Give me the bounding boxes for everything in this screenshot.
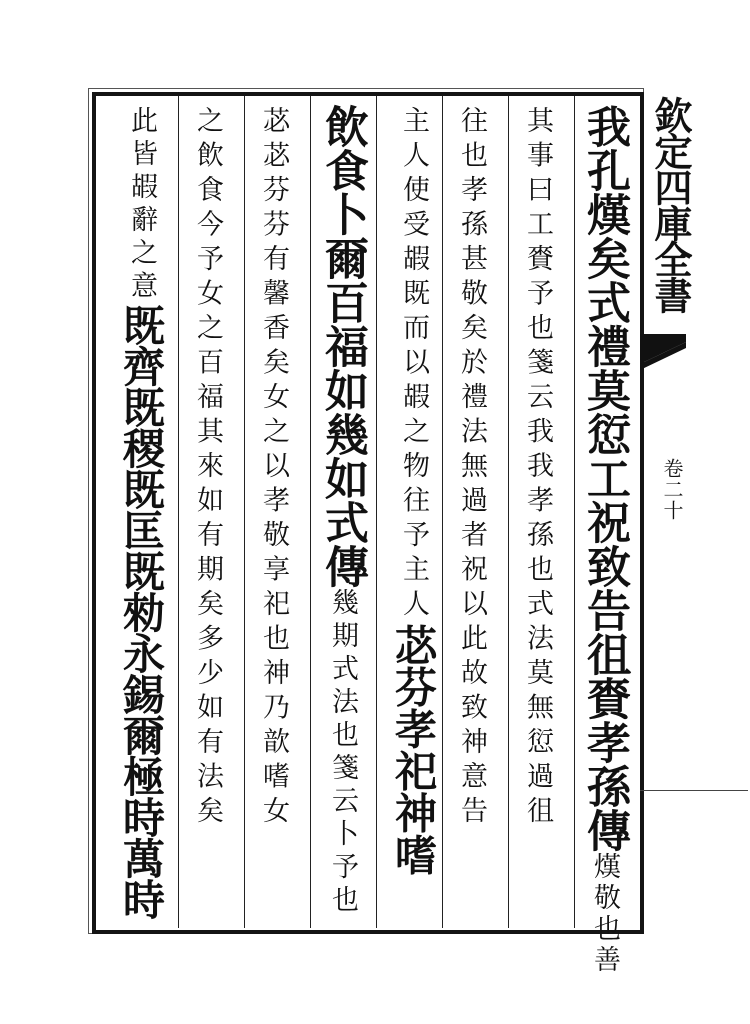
column-rule (178, 96, 179, 928)
main-text: 飲食卜爾百福如幾如式傳 (317, 104, 368, 588)
commentary-text: 主人使受嘏既而以嘏之物往予主人 (398, 106, 429, 624)
main-text: 苾芬孝祀神嗜 (389, 623, 438, 876)
book-title: 欽定四庫全書 (648, 96, 693, 312)
margin-rule (640, 790, 748, 791)
text-column-8 (116, 106, 166, 924)
column-rule (244, 96, 245, 928)
column-rule (508, 96, 509, 928)
text-column-2 (520, 106, 554, 924)
main-text: 我孔熯矣式禮莫愆工祝致告徂賚孝孫傳 (579, 104, 630, 852)
commentary-text: 熯敬也善 (589, 852, 620, 976)
commentary-text: 往也孝孫甚敬矣於禮法無過者祝以此故致神意告 (456, 106, 487, 831)
column-rule (310, 96, 311, 928)
fishtail-mark-icon (640, 334, 686, 370)
main-text: 既齊既稷既匡既勑永錫爾極時萬時 (117, 304, 166, 919)
text-column-5 (316, 104, 368, 924)
commentary-text: 幾期式法也箋云卜予也 (327, 588, 358, 918)
column-rule (442, 96, 443, 928)
commentary-text: 此皆嘏辭之意 (126, 106, 157, 304)
page-frame (92, 92, 644, 934)
text-column-4 (388, 106, 438, 924)
volume-label: 卷二十 (660, 458, 684, 521)
text-column-6 (256, 106, 290, 924)
column-rule (376, 96, 377, 928)
text-column-3 (454, 106, 488, 924)
commentary-text: 苾苾芬芬有馨香矣女之以孝敬享祀也神乃歆嗜女 (258, 106, 289, 831)
commentary-text: 之飲食今予女之百福其來如有期矣多少如有法矣 (192, 106, 223, 831)
commentary-text: 其事曰工賚予也箋云我我孝孫也式法莫無愆過徂 (522, 106, 553, 831)
text-column-7 (190, 106, 224, 924)
column-rule (574, 96, 575, 928)
text-column-1 (578, 104, 630, 976)
